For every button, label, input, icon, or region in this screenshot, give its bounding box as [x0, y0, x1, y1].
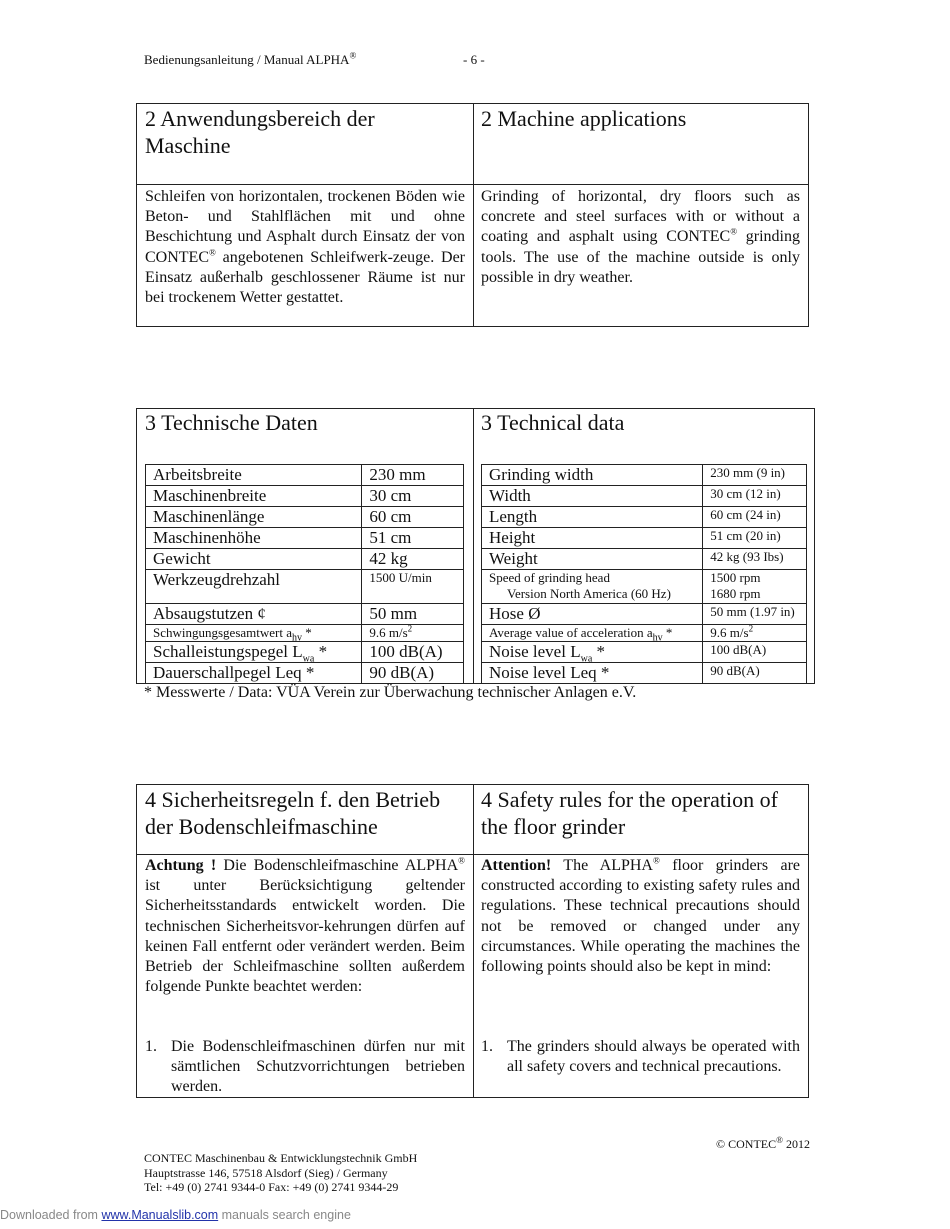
section-4-title-en: 4 Safety rules for the operation of the floor grinder	[481, 787, 778, 839]
copyright-notice: © CONTEC® 2012	[716, 1135, 810, 1151]
tech-table-de	[145, 464, 464, 684]
section-2-body-de: Schleifen von horizontalen, trockenen Böden wie Beton- und Stahlflächen mit und ohne Beschichtung und Asphalt durch Einsatz der von CONTEC® angebotenen Schleifwerk-zeuge. Der Einsatz außerhalb geschlossener Räume ist nur bei trockenem Wetter gestattet.	[145, 188, 465, 307]
table-row: Average value of acceleration $a_{hv}$ * 9.6 $m/s^2$	[482, 625, 807, 642]
table-row: Schalleistungspegel $L_{wa}$ * 100 dB(A)	[146, 642, 464, 663]
table-row: Speed of grinding head Version North America (60 Hz) 1500 rpm 1680 rpm	[482, 570, 807, 604]
table-row: Maschinenlänge 60 cm	[146, 507, 464, 528]
section-4-safety-rules	[136, 784, 809, 1098]
table-row: Noise level $L_{wa}$ * 100 dB(A)	[482, 642, 807, 663]
section-3-technical-data	[136, 408, 815, 684]
section-2-body-en: Grinding of horizontal, dry floors such as concrete and steel surfaces with or without a coating and asphalt using CONTEC® grinding tools. The use of the machine outside is only possible in dry weather.	[481, 188, 800, 286]
table-row: Arbeitsbreite 230 mm	[146, 465, 464, 486]
section-2-title-de: 2 Anwendungsbereich der Maschine	[145, 106, 375, 158]
safety-rule-1-de: 1. Die Bodenschleifmaschinen dürfen nur mit sämtlichen Schutzvorrichtungen betrieben werden.	[145, 1038, 465, 1096]
measurement-footnote: * Messwerte / Data: VÜA Verein zur Überwachung technischer Anlagen e.V.	[144, 684, 637, 701]
table-row: Width 30 cm (12 in)	[482, 486, 807, 507]
table-row: Maschinenhöhe 51 cm	[146, 528, 464, 549]
table-row: Maschinenbreite 30 cm	[146, 486, 464, 507]
company-address: CONTEC Maschinenbau & Entwicklungstechnik GmbH Hauptstrasse 146, 57518 Alsdorf (Sieg) / Germany Tel: +49 (0) 2741 9344-0 Fax: +49 (0) 2741 9344-29	[144, 1151, 418, 1194]
safety-rule-1-en: 1. The grinders should always be operated with all safety covers and technical precautions.	[481, 1038, 800, 1076]
table-row: Werkzeugdrehzahl 1500 U/min	[146, 570, 464, 604]
header-manual-title: Bedienungsanleitung / Manual ALPHA®	[144, 50, 357, 67]
table-row: Absaugstutzen ¢ 50 mm	[146, 604, 464, 625]
table-row: Schwingungsgesamtwert $a_{hv}$ * 9.6 $m/s^2$	[146, 625, 464, 642]
section-3-title-de: 3 Technische Daten	[145, 410, 318, 435]
section-2-title-en: 2 Machine applications	[481, 106, 687, 131]
section-2-applications	[136, 103, 809, 327]
table-row: Noise level Leq * 90 dB(A)	[482, 663, 807, 684]
manualslib-link[interactable]: www.Manualslib.com	[101, 1208, 219, 1222]
tech-table-en	[481, 464, 807, 684]
table-row: Hose Ø 50 mm (1.97 in)	[482, 604, 807, 625]
section-4-title-de: 4 Sicherheitsregeln f. den Betrieb der Bodenschleifmaschine	[145, 787, 441, 839]
section-4-body-de: Achtung ! Die Bodenschleifmaschine ALPHA® ist unter Berücksichtigung geltender Sicherheitsstandards entwickelt worden. Die technischen Sicherheitsvor-kehrungen dürfen auf keinen Fall entfernt oder verändert werden. Beim Betrieb der Schleifmaschine sollten außerdem folgende Punkte beachtet werden:	[145, 855, 465, 996]
table-row: Gewicht 42 kg	[146, 549, 464, 570]
download-source-bar: Downloaded from www.Manualslib.com manuals search engine	[0, 1208, 351, 1222]
table-row: Height 51 cm (20 in)	[482, 528, 807, 549]
table-row: Grinding width 230 mm (9 in)	[482, 465, 807, 486]
table-row: Length 60 cm (24 in)	[482, 507, 807, 528]
section-4-body-en: Attention! The ALPHA® floor grinders are constructed according to existing safety rules and regulations. These technical precautions should not be removed or changed under any circumstances. While operating the machines the following points should also be kept in mind:	[481, 855, 801, 976]
section-3-title-en: 3 Technical data	[481, 410, 625, 435]
page-number: - 6 -	[463, 52, 485, 67]
table-row: Dauerschallpegel Leq * 90 dB(A)	[146, 663, 464, 684]
table-row: Weight 42 kg (93 Ibs)	[482, 549, 807, 570]
